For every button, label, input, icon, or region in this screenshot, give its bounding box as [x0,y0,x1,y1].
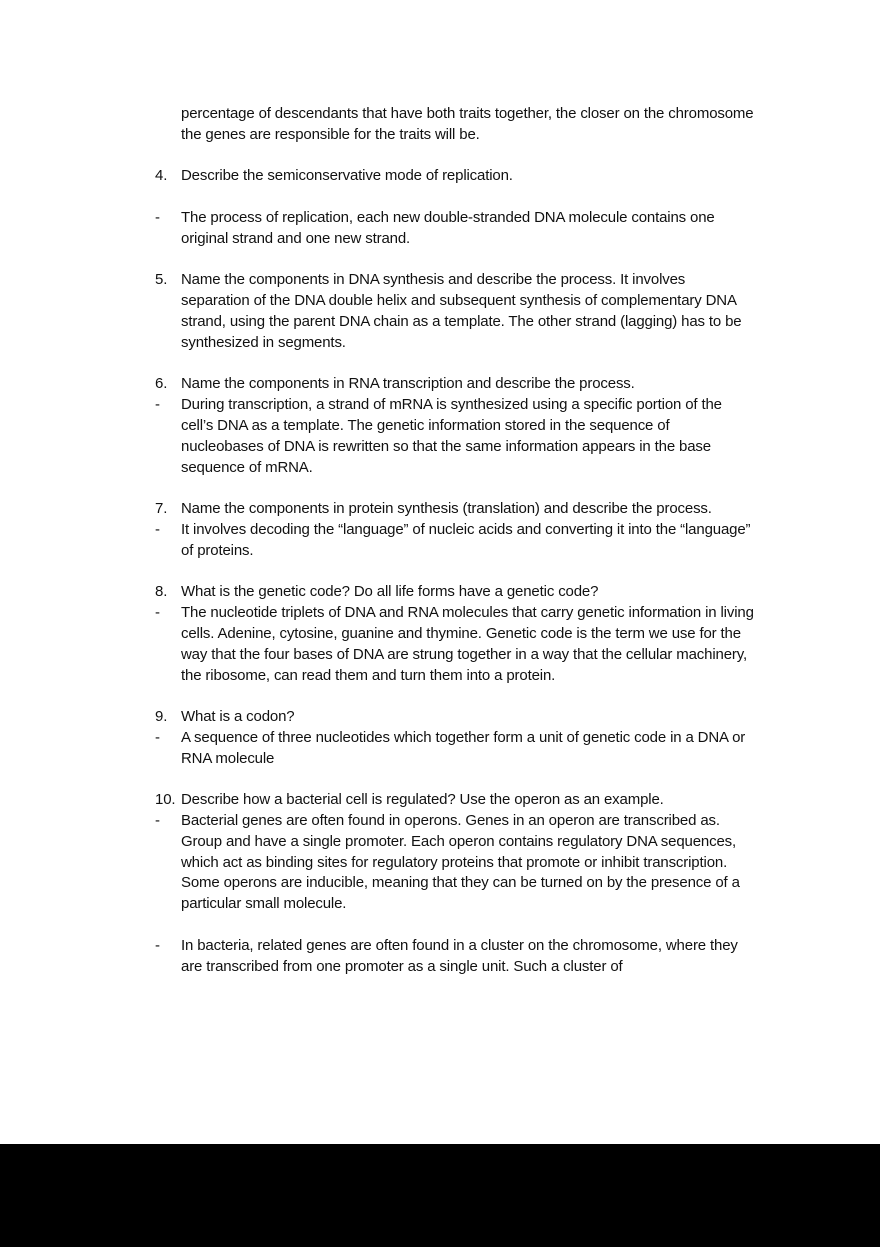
paragraph-gap [155,915,755,936]
paragraph-gap [155,478,755,499]
dash-bullet: - [155,604,160,622]
dash-bullet: - [155,812,160,830]
answer-9 [155,728,755,770]
answer-8 [155,603,755,686]
answer-text: The nucleotide triplets of DNA and RNA molecules that carry genetic information in living cells. Adenine, cytosine, guanine and thymine. Genetic code is the term we use for the way that the four bases of DNA are strung together in a way that the cellular machinery, the ribosome, can read them and turn them into a protein. [181,604,754,684]
question-text: What is the genetic code? Do all life forms have a genetic code? [181,583,599,601]
dash-bullet: - [155,208,160,226]
paragraph-gap [155,562,755,583]
continuation-paragraph [155,104,755,146]
question-9 [155,707,755,728]
answer-text: In bacteria, related genes are often found in a cluster on the chromosome, where they are transcribed from one promoter as a single unit. Such a cluster of [181,936,738,975]
question-10 [155,790,755,811]
answer-text: A sequence of three nucleotides which together form a unit of genetic code in a DNA or RNA molecule [181,728,746,767]
question-text: Describe how a bacterial cell is regulated? Use the operon as an example. [181,791,664,809]
answer-text: During transcription, a strand of mRNA is synthesized using a specific portion of the cell’s DNA as a template. The genetic information stored in the sequence of nucleobases of DNA is rewritten so that the same information appears in the base sequence of mRNA. [181,396,722,476]
dash-bullet: - [155,396,160,414]
paragraph-text: percentage of descendants that have both traits together, the closer on the chromosome the genes are responsible for the traits will be. [181,105,754,143]
question-text: What is a codon? [181,708,295,726]
dash-bullet: - [155,936,160,954]
list-number: 4. [155,167,168,185]
answer-text: Bacterial genes are often found in operons. Genes in an operon are transcribed as. Group and have a single promoter. Each operon contains regulatory DNA sequences, which act as binding sites for regulatory proteins that promote or inhibit transcription. Some operons are inducible, meaning that they can be turned on by the presence of a particular small molecule. [181,812,740,913]
question-text: Describe the semiconservative mode of replication. [181,167,513,185]
question-8 [155,582,755,603]
list-number: 10. [155,791,176,809]
paragraph-gap [155,354,755,375]
question-7 [155,499,755,520]
dash-bullet: - [155,728,160,746]
question-text: Name the components in RNA transcription and describe the process. [181,375,635,393]
answer-text: The process of replication, each new double-stranded DNA molecule contains one original strand and one new strand. [181,208,715,247]
list-number: 9. [155,708,168,726]
answer-6 [155,395,755,478]
paragraph-gap [155,686,755,707]
question-5 [155,270,755,353]
list-number: 5. [155,271,168,289]
question-text: Name the components in DNA synthesis and describe the process. It involves separation of the DNA double helix and subsequent synthesis of complementary DNA strand, using the parent DNA chain as a template. The other strand (lagging) has to be synthesized in segments. [181,271,742,351]
question-text: Name the components in protein synthesis (translation) and describe the process. [181,500,712,518]
list-number: 7. [155,500,168,518]
question-6 [155,374,755,395]
question-4 [155,166,755,187]
answer-10 [155,811,755,915]
list-number: 8. [155,583,168,601]
answer-text: It involves decoding the “language” of nucleic acids and converting it into the “language” of proteins. [181,520,751,559]
answer-10-continued [155,936,755,978]
document-content [155,104,755,977]
paragraph-gap [155,250,755,271]
list-number: 6. [155,375,168,393]
bottom-black-bar [0,1144,880,1247]
answer-7 [155,520,755,562]
paragraph-gap [155,187,755,208]
paragraph-gap [155,770,755,791]
dash-bullet: - [155,520,160,538]
answer-4 [155,208,755,250]
paragraph-gap [155,146,755,167]
